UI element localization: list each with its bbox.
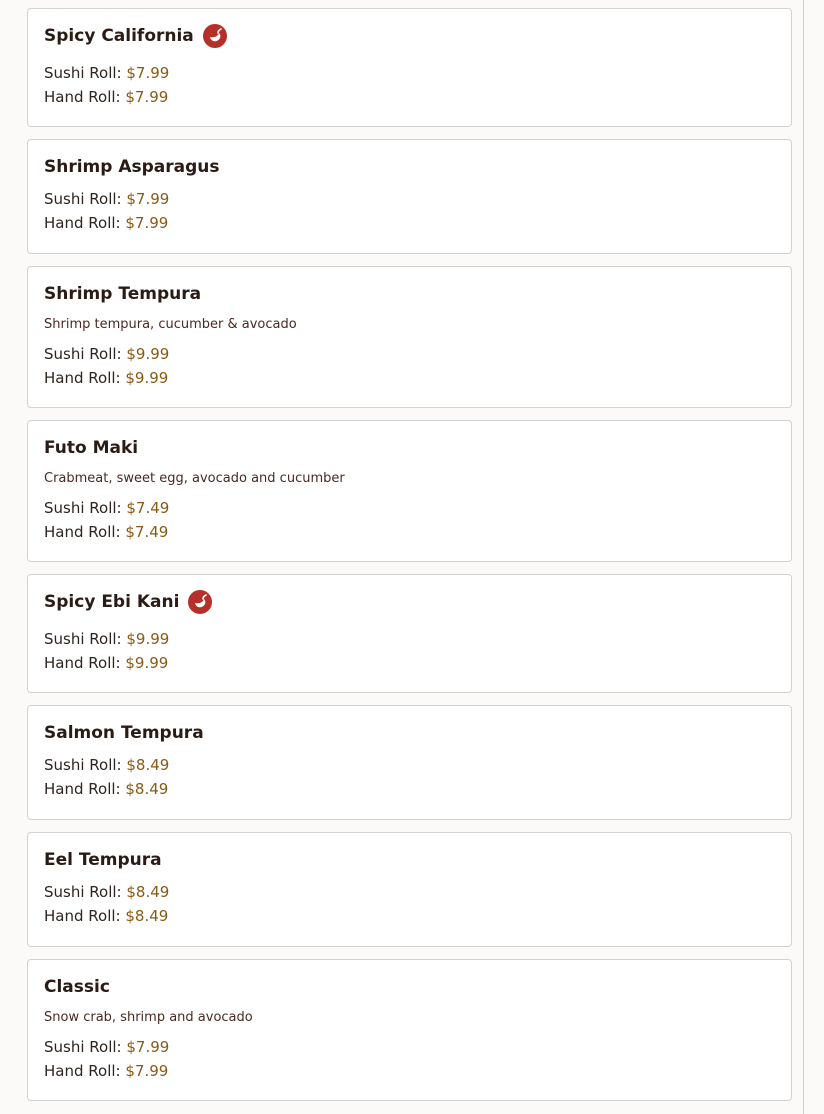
menu-item-card[interactable] [27,705,792,820]
menu-item-card[interactable] [27,8,792,127]
hand-roll-price: Hand Roll: $7.99 [44,214,169,232]
sushi-roll-price: Sushi Roll: $9.99 [44,345,170,363]
sushi-roll-price: Sushi Roll: $7.49 [44,499,170,517]
sushi-roll-price: Sushi Roll: $8.49 [44,883,170,901]
menu-item-card[interactable] [27,959,792,1101]
item-description: Snow crab, shrimp and avocado [44,1010,253,1025]
hand-roll-price: Hand Roll: $7.99 [44,88,169,106]
item-name: Classic [44,977,110,997]
item-name: Shrimp Tempura [44,284,202,304]
item-name: Salmon Tempura [44,723,204,743]
hand-roll-price: Hand Roll: $7.99 [44,1062,169,1080]
menu-item-card[interactable] [27,139,792,254]
menu-item-card[interactable] [27,266,792,408]
item-name: Spicy Ebi Kani [44,592,180,612]
chili-pepper-icon [203,24,227,48]
item-name: Futo Maki [44,438,139,458]
hand-roll-price: Hand Roll: $9.99 [44,369,169,387]
chili-pepper-icon [188,590,212,614]
menu-item-card[interactable] [27,574,792,693]
item-description: Crabmeat, sweet egg, avocado and cucumber [44,471,345,486]
menu-item-list [27,8,792,1113]
item-name: Spicy California [44,26,194,46]
hand-roll-price: Hand Roll: $8.49 [44,907,169,925]
page-right-border [803,0,804,1114]
menu-item-card[interactable] [27,420,792,562]
sushi-roll-price: Sushi Roll: $7.99 [44,64,170,82]
sushi-roll-price: Sushi Roll: $7.99 [44,190,170,208]
menu-item-card[interactable] [27,832,792,947]
hand-roll-price: Hand Roll: $7.49 [44,523,169,541]
sushi-roll-price: Sushi Roll: $7.99 [44,1038,170,1056]
item-name: Shrimp Asparagus [44,157,220,177]
hand-roll-price: Hand Roll: $9.99 [44,654,169,672]
hand-roll-price: Hand Roll: $8.49 [44,780,169,798]
sushi-roll-price: Sushi Roll: $8.49 [44,756,170,774]
item-description: Shrimp tempura, cucumber & avocado [44,317,297,332]
item-name: Eel Tempura [44,850,162,870]
sushi-roll-price: Sushi Roll: $9.99 [44,630,170,648]
